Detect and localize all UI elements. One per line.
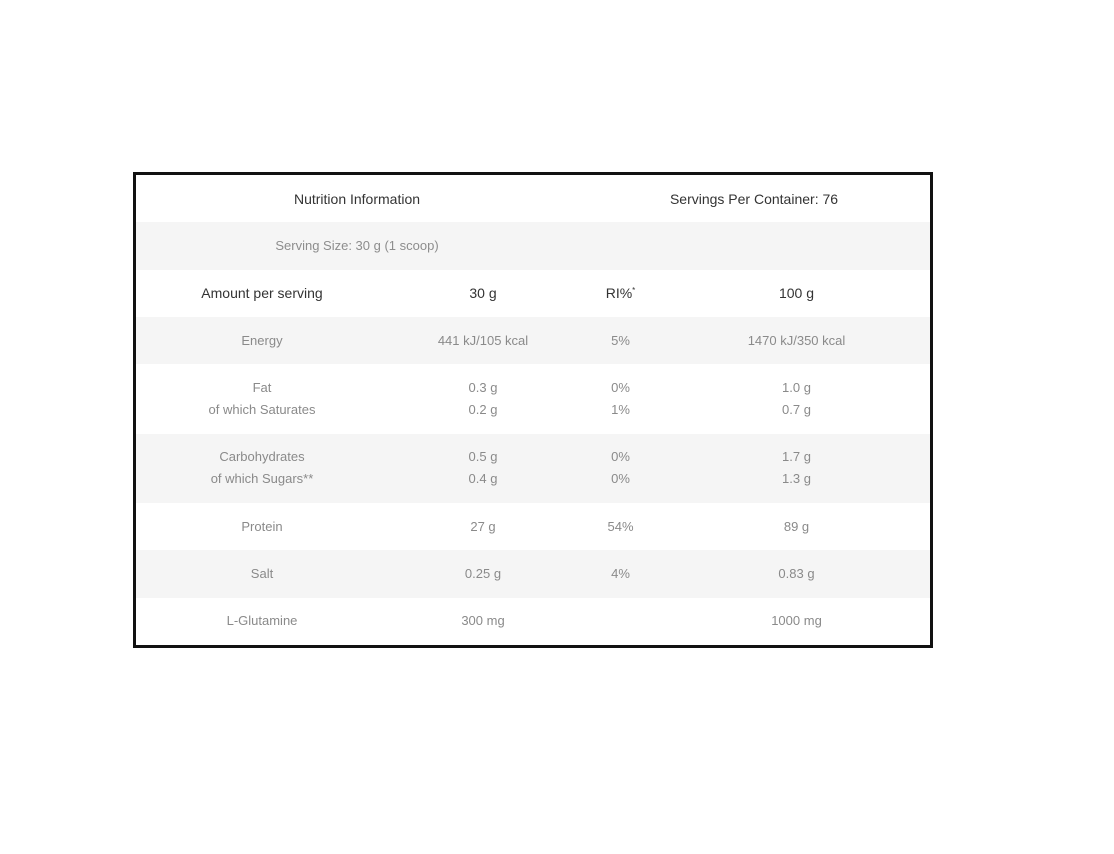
ri-value — [578, 598, 663, 645]
sub-nutrient-name: of which Sugars** — [210, 471, 314, 487]
sub-ri-value: 1% — [611, 401, 630, 417]
per-serving-value: 441 kJ/105 kcal — [437, 332, 529, 348]
table-row-l-glutamine — [136, 598, 930, 645]
sub-per-100g-value: 0.7 g — [782, 401, 811, 417]
per-100g-value: 1470 kJ/350 kcal — [747, 332, 846, 348]
nutrient-name: Energy — [241, 332, 283, 348]
per-serving-value: 0.5 g — [468, 449, 498, 465]
servings-per-container: Servings Per Container: 76 — [669, 190, 839, 207]
column-header-per-100g: 100 g — [778, 285, 815, 302]
per-100g-value: 1000 mg — [771, 613, 822, 629]
table-title: Nutrition Information — [293, 190, 421, 207]
sub-per-serving-value: 0.4 g — [468, 471, 498, 487]
per-100g-value: 1.0 g — [782, 379, 811, 395]
per-serving-value: 300 mg — [461, 613, 505, 629]
nutrient-name: Salt — [250, 566, 274, 581]
sub-nutrient-name: of which Saturates — [208, 401, 316, 417]
column-header-per-serving: 30 g — [469, 285, 497, 302]
per-serving-value: 0.25 g — [464, 566, 502, 581]
ri-value: 4% — [611, 566, 630, 581]
sub-per-serving-value: 0.2 g — [468, 401, 498, 417]
nutrient-name: Carbohydrates — [219, 449, 305, 465]
table-row-salt — [136, 550, 930, 597]
ri-value: 0% — [611, 379, 630, 395]
table-row-carbohydrates — [136, 434, 930, 503]
table-row-protein — [136, 503, 930, 550]
ri-value: 5% — [611, 332, 630, 348]
per-100g-value: 89 g — [783, 518, 810, 534]
sub-ri-value: 0% — [611, 471, 630, 487]
nutrient-name: Protein — [241, 518, 283, 534]
column-header-label: Amount per serving — [201, 285, 323, 302]
per-100g-value: 0.83 g — [778, 566, 815, 581]
ri-value: 0% — [611, 449, 630, 465]
serving-size: Serving Size: 30 g (1 scoop) — [275, 237, 439, 253]
nutrition-table — [136, 175, 930, 645]
nutrient-name: Fat — [252, 379, 272, 395]
serving-size-row — [136, 222, 930, 269]
table-row-energy — [136, 317, 930, 364]
table-row-fat — [136, 364, 930, 433]
per-100g-value: 1.7 g — [782, 449, 811, 465]
per-serving-value: 27 g — [470, 518, 496, 534]
ri-value: 54% — [607, 518, 634, 534]
column-header-ri: RI%* — [605, 285, 636, 302]
nutrition-panel — [133, 172, 933, 648]
header-row — [136, 175, 930, 222]
column-header-row — [136, 270, 930, 317]
nutrient-name: L-Glutamine — [226, 613, 298, 629]
per-serving-value: 0.3 g — [468, 379, 498, 395]
sub-per-100g-value: 1.3 g — [782, 471, 811, 487]
